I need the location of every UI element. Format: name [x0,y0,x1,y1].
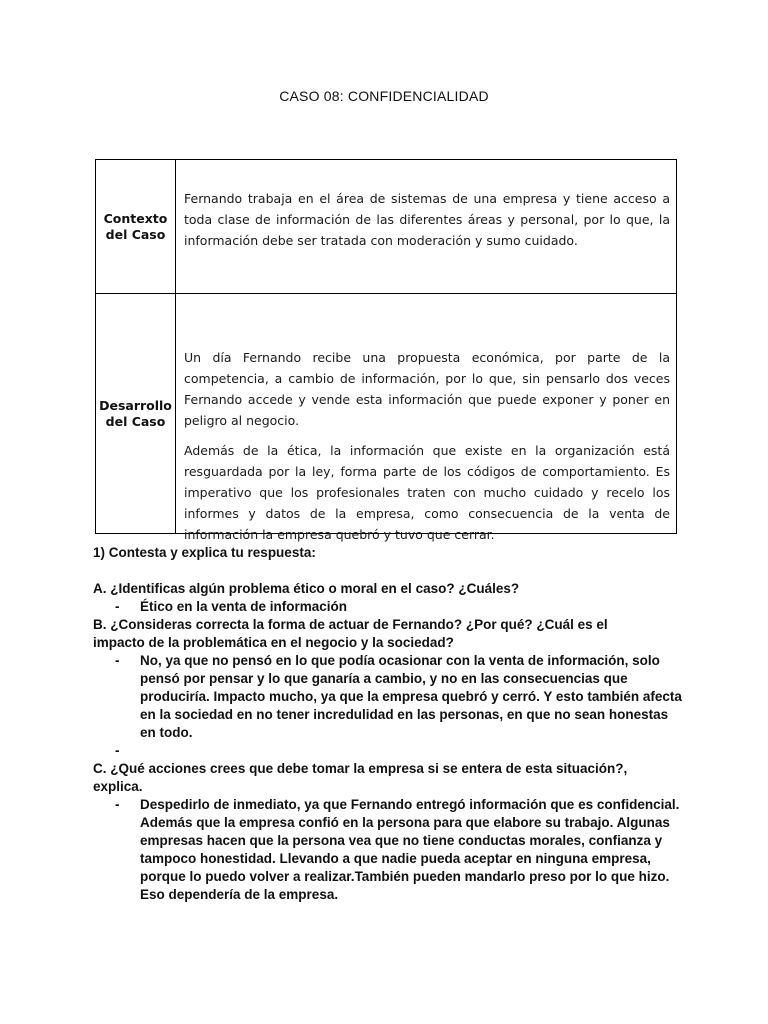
development-paragraph-1: Un día Fernando recibe una propuesta económica, por parte de la competencia, a cambio de información, por lo que, sin pensarlo dos veces Fernando accede y vende esta información que puede exponer y poner en peligro al negocio. [184,350,670,428]
answer-b: - No, ya que no pensó en lo que podía ocasionar con la venta de información, solo pensó por pensar y lo que ganaría a cambio, y no en las consecuencias que produciría. Impacto mucho, ya que la empresa quebró y cerró. Y esto también afecta en la sociedad en no tener incredulidad en las personas, en que no sean honestas en todo. [93,652,683,742]
context-paragraph: Fernando trabaja en el área de sistemas de una empresa y tiene acceso a toda clase de información de las diferentes áreas y personal, por lo que, la información debe ser tratada con moderación y sumo cuidado. [184,191,670,248]
question-b-line2: impacto de la problemática en el negocio y la sociedad? [93,635,454,650]
answer-a-list [93,598,683,616]
question-b-line1: B. ¿Consideras correcta la forma de actuar de Fernando? ¿Por qué? ¿Cuál es el [93,617,608,632]
question-c-line1: C. ¿Qué acciones crees que debe tomar la empresa si se entera de esta situación?, [93,761,628,776]
case-table [95,159,677,542]
questions-intro: 1) Contesta y explica tu respuesta: [93,545,316,560]
empty-list-item [93,742,683,760]
development-label-line2: del Caso [105,413,166,429]
question-a: A. ¿Identificas algún problema ético o moral en el caso? ¿Cuáles? [93,581,520,596]
table-row-context [96,160,676,294]
context-label-cell [96,160,176,293]
development-label-line1: Desarrollo [99,397,172,413]
answer-b-list [93,652,683,760]
question-c-line2: explica. [93,779,143,794]
development-paragraph-2: Además de la ética, la información que existe en la organización está resguardada por la ley, forma parte de los códigos de comportamiento. Es imperativo que los profesionales traten con mucho cuidado y recelo los informes y datos de la empresa, como consecuencia de la venta de información la empresa quebró y tuvo que cerrar. [184,443,670,542]
answer-c-list [93,796,683,904]
context-content-cell [176,160,676,293]
answer-c: - Despedirlo de inmediato, ya que Fernando entregó información que es confidencial. Además que la empresa confió en la persona para que elabore su trabajo. Algunas empresas hacen que la persona vea que no tiene conductas morales, confianza y tampoco honestidad. Llevando a que nadie pueda aceptar en ninguna empresa, porque lo puedo volver a realizar.También pueden mandarlo preso por lo que hizo. Eso dependería de la empresa. [93,796,683,904]
table-row-development [96,294,676,542]
answer-a: - Ético en la venta de información [93,598,683,616]
context-label-line1: Contexto [103,210,168,226]
development-label-cell [96,294,176,533]
context-label-line2: del Caso [105,226,166,242]
development-content-cell [176,294,676,542]
questions-section [93,544,683,904]
page-title: CASO 08: CONFIDENCIALIDAD [279,88,489,104]
